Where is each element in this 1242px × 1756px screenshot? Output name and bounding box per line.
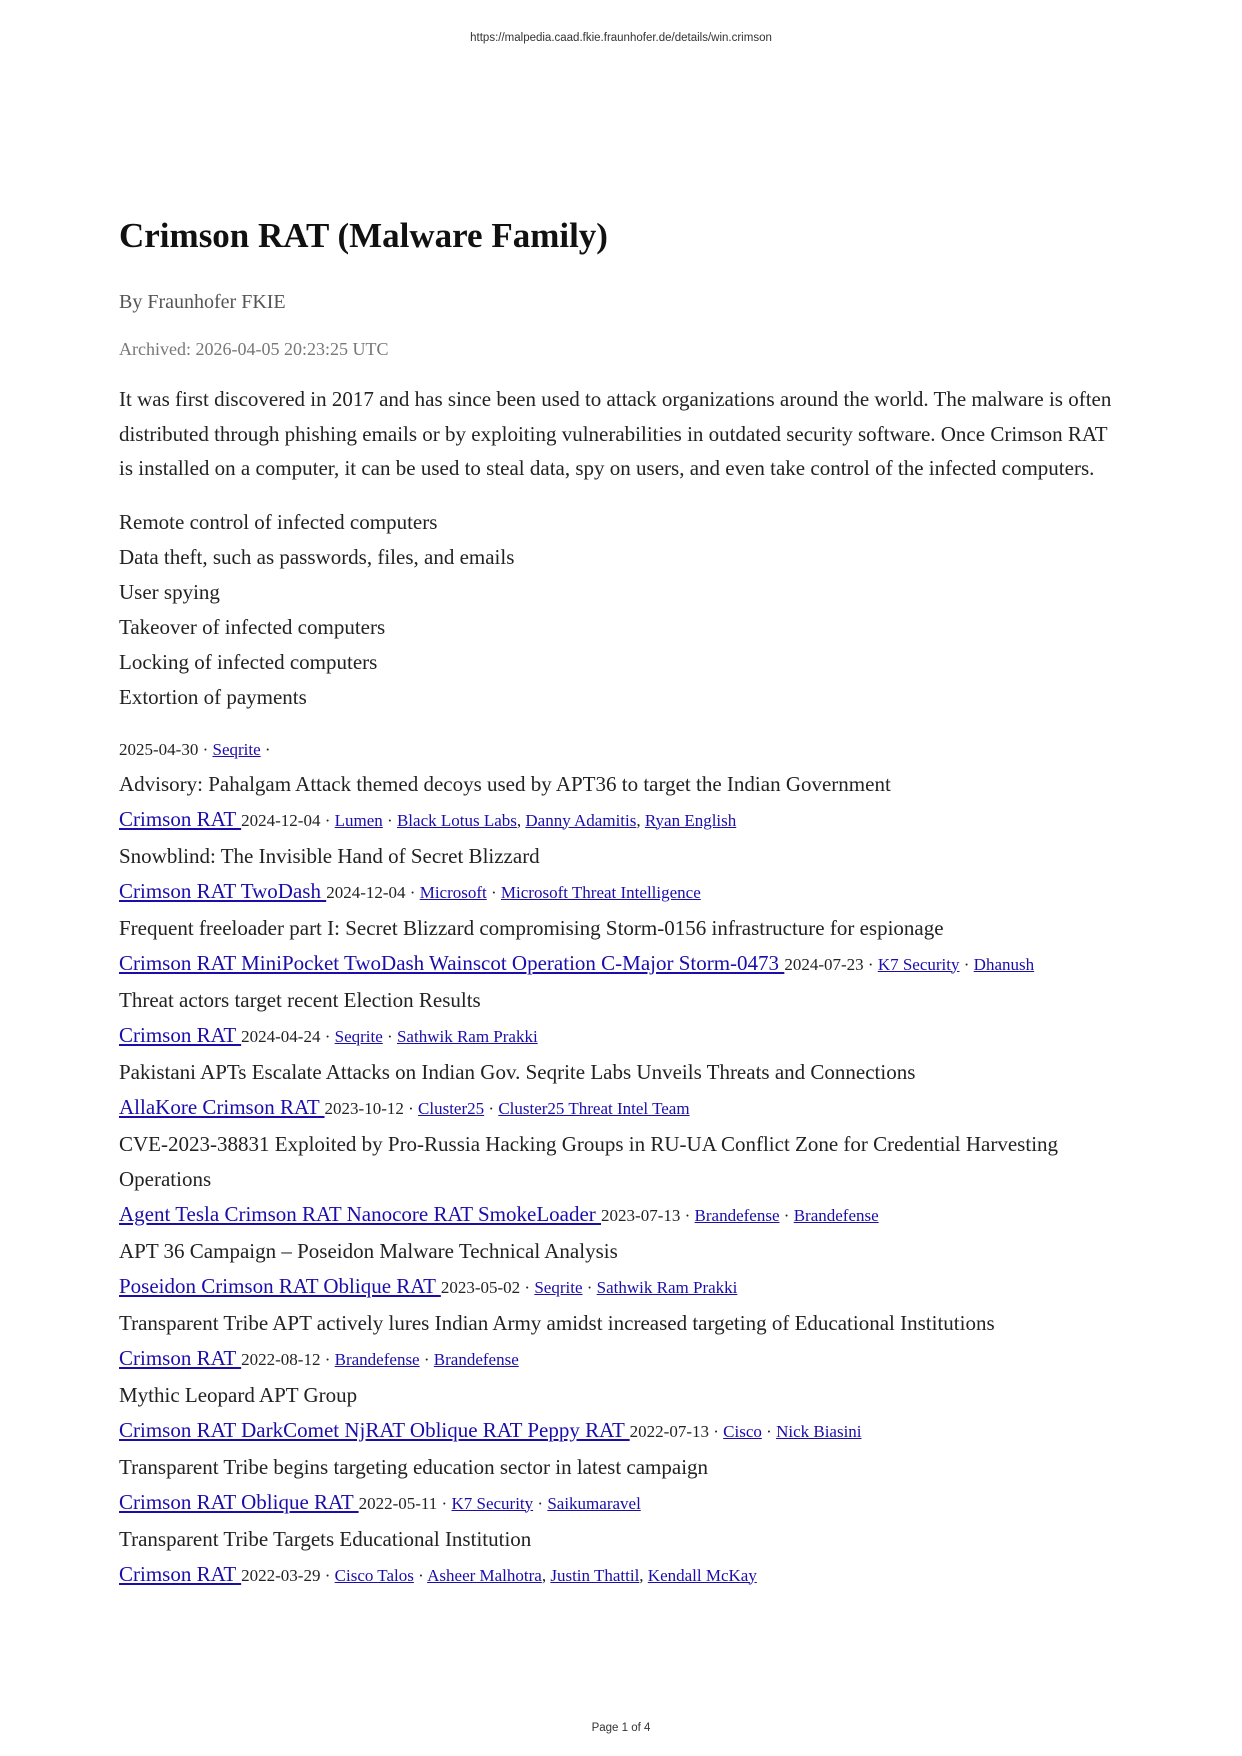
reference-date: 2023-10-12 (324, 1098, 404, 1118)
reference-title: Pakistani APTs Escalate Attacks on Indian Gov. Seqrite Labs Unveils Threats and Connections (119, 1059, 916, 1084)
reference-title: Mythic Leopard APT Group (119, 1382, 358, 1407)
feature-item: Data theft, such as passwords, files, and emails (119, 544, 515, 569)
reference-title: Advisory: Pahalgam Attack themed decoys used by APT36 to target the Indian Government (119, 771, 891, 796)
separator: · (413, 1565, 428, 1585)
reference-author-link[interactable]: Ryan English (644, 810, 737, 830)
malware-family-link[interactable]: Crimson RAT Oblique RAT (119, 1489, 359, 1514)
feature-item: Remote control of infected computers (119, 509, 438, 534)
archived-timestamp: Archived: 2026-04-05 20:23:25 UTC (119, 339, 389, 359)
reference-author-link[interactable]: Black Lotus Labs (396, 810, 517, 830)
reference-meta (119, 1485, 1124, 1522)
malware-family-link[interactable]: Crimson RAT (119, 1022, 242, 1047)
reference-source-link[interactable]: Cluster25 (418, 1098, 485, 1118)
separator: · (260, 739, 271, 759)
separator: , (639, 1565, 648, 1585)
reference-author-link[interactable]: Microsoft Threat Intelligence (500, 882, 701, 902)
reference-meta-text (630, 1422, 862, 1441)
malware-family-link[interactable]: Crimson RAT DarkComet NjRAT Oblique RAT Peppy RAT (119, 1417, 630, 1442)
reference-author-link[interactable]: Cluster25 Threat Intel Team (498, 1098, 690, 1118)
reference-date: 2022-05-11 (358, 1493, 438, 1513)
separator: · (320, 1349, 335, 1369)
reference-meta (119, 1341, 1124, 1378)
separator: · (520, 1277, 535, 1297)
reference-source-link[interactable]: Microsoft (419, 882, 487, 902)
malware-family-link[interactable]: Crimson RAT (119, 806, 242, 831)
reference-meta (119, 1197, 1124, 1234)
reference-title: Transparent Tribe begins targeting education sector in latest campaign (119, 1454, 709, 1479)
separator: · (708, 1421, 724, 1441)
reference-meta (119, 1413, 1124, 1450)
reference-source-link[interactable]: Cisco Talos (334, 1565, 414, 1585)
separator: · (484, 1098, 499, 1118)
separator: · (320, 1565, 335, 1585)
separator: , (636, 810, 645, 830)
reference-meta (119, 1090, 1124, 1127)
reference-date: 2023-05-02 (440, 1277, 521, 1297)
reference-author-link[interactable]: Kendall McKay (647, 1565, 757, 1585)
feature-item: Takeover of infected computers (119, 614, 386, 639)
page-footer: Page 1 of 4 (591, 1722, 651, 1734)
reference-date: 2024-04-24 (241, 1026, 321, 1046)
reference-date: 2024-12-04 (326, 882, 406, 902)
separator: · (959, 954, 974, 974)
reference-source-link[interactable]: Seqrite (534, 1277, 583, 1297)
reference-date: 2025-04-30 (119, 739, 199, 759)
malware-family-link[interactable]: Crimson RAT (119, 1561, 242, 1586)
reference-title: CVE-2023-38831 Exploited by Pro-Russia Hacking Groups in RU-UA Conflict Zone for Credential Harvesting Operations (119, 1131, 1059, 1191)
reference-meta (119, 802, 1124, 839)
reference-title: Transparent Tribe APT actively lures Indian Army amidst increased targeting of Educational Institutions (119, 1310, 995, 1335)
reference-source-link[interactable]: Cisco (723, 1421, 762, 1441)
reference-author-link[interactable]: Sathwik Ram Prakki (396, 1026, 538, 1046)
reference-meta (119, 874, 1124, 911)
reference-list (119, 732, 1124, 1594)
reference-meta-text (325, 1099, 690, 1118)
separator: · (863, 954, 878, 974)
reference-meta-text (326, 883, 701, 902)
reference-meta (119, 1269, 1124, 1306)
malware-family-link[interactable]: Crimson RAT MiniPocket TwoDash Wainscot Operation C-Major Storm-0473 (119, 950, 785, 975)
reference-meta-text (241, 811, 736, 830)
separator: · (680, 1205, 695, 1225)
reference-source-link[interactable]: Seqrite (334, 1026, 383, 1046)
intro-paragraph: It was first discovered in 2017 and has since been used to attack organizations around the world. The malware is often distributed through phishing emails or by exploiting vulnerabilities in outdated security software. Once Crimson RAT is installed on a computer, it can be used to steal data, spy on users, and even take control of the infected computers. (119, 387, 1112, 480)
reference-source-link[interactable]: K7 Security (877, 954, 960, 974)
reference-author-link[interactable]: Saikumaravel (547, 1493, 641, 1513)
article (119, 212, 1124, 1594)
malware-family-link[interactable]: Crimson RAT (119, 1345, 242, 1370)
reference-date: 2024-12-04 (241, 810, 321, 830)
reference-author-link[interactable]: Sathwik Ram Prakki (596, 1277, 738, 1297)
separator: · (419, 1349, 434, 1369)
separator: · (779, 1205, 794, 1225)
reference-date: 2024-07-23 (784, 954, 864, 974)
separator: · (582, 1277, 597, 1297)
reference-source-link[interactable]: Seqrite (212, 739, 261, 759)
reference-author-link[interactable]: Danny Adamitis (525, 810, 637, 830)
malware-family-link[interactable]: Poseidon Crimson RAT Oblique RAT (119, 1273, 441, 1298)
page-url: https://malpedia.caad.fkie.fraunhofer.de/details/win.crimson (470, 32, 772, 44)
malware-family-link[interactable]: Agent Tesla Crimson RAT Nanocore RAT SmokeLoader (119, 1201, 602, 1226)
reference-date: 2022-08-12 (241, 1349, 321, 1369)
reference-meta-text (441, 1278, 738, 1297)
separator: , (516, 810, 526, 830)
reference-title: Frequent freeloader part I: Secret Blizzard compromising Storm-0156 infrastructure for espionage (119, 915, 944, 940)
separator: · (437, 1493, 452, 1513)
malware-family-link[interactable]: AllaKore Crimson RAT (119, 1094, 325, 1119)
reference-author-link[interactable]: Brandefense (793, 1205, 879, 1225)
reference-meta (119, 732, 1124, 767)
reference-title: Transparent Tribe Targets Educational Institution (119, 1526, 532, 1551)
separator: · (403, 1098, 419, 1118)
reference-author-link[interactable]: Dhanush (973, 954, 1035, 974)
separator: · (382, 810, 397, 830)
reference-meta-text (359, 1494, 641, 1513)
reference-author-link[interactable]: Justin Thattil (550, 1565, 640, 1585)
reference-source-link[interactable]: K7 Security (451, 1493, 534, 1513)
reference-title: APT 36 Campaign – Poseidon Malware Technical Analysis (119, 1238, 618, 1263)
separator: · (533, 1493, 548, 1513)
feature-item: User spying (119, 579, 220, 604)
reference-date: 2022-07-13 (629, 1421, 709, 1441)
separator: · (320, 1026, 335, 1046)
separator: · (405, 882, 420, 902)
reference-meta-text (601, 1206, 879, 1225)
reference-title: Snowblind: The Invisible Hand of Secret Blizzard (119, 843, 540, 868)
feature-item: Extortion of payments (119, 684, 307, 709)
reference-meta (119, 1557, 1124, 1594)
reference-title: Threat actors target recent Election Results (119, 987, 481, 1012)
separator: · (486, 882, 501, 902)
separator: · (761, 1421, 777, 1441)
reference-source-link[interactable]: Brandefense (694, 1205, 780, 1225)
reference-date: 2023-07-13 (601, 1205, 681, 1225)
reference-author-link[interactable]: Nick Biasini (776, 1421, 862, 1441)
feature-list (119, 505, 1124, 715)
feature-item: Locking of infected computers (119, 649, 378, 674)
separator: · (320, 810, 335, 830)
byline: By Fraunhofer FKIE (119, 291, 286, 313)
reference-meta-text (241, 1566, 757, 1585)
separator: , (541, 1565, 551, 1585)
reference-date: 2022-03-29 (241, 1565, 321, 1585)
reference-source-link[interactable]: Lumen (334, 810, 383, 830)
reference-meta (119, 946, 1124, 983)
reference-meta-text (241, 1027, 538, 1046)
reference-author-link[interactable]: Brandefense (433, 1349, 519, 1369)
separator: · (198, 739, 213, 759)
malware-family-link[interactable]: Crimson RAT TwoDash (119, 878, 327, 903)
separator: · (382, 1026, 397, 1046)
reference-meta (119, 1018, 1124, 1055)
page-title: Crimson RAT (Malware Family) (119, 216, 608, 255)
reference-author-link[interactable]: Asheer Malhotra (427, 1565, 542, 1585)
reference-source-link[interactable]: Brandefense (334, 1349, 420, 1369)
reference-meta-text (241, 1350, 519, 1369)
reference-meta-text (784, 955, 1034, 974)
